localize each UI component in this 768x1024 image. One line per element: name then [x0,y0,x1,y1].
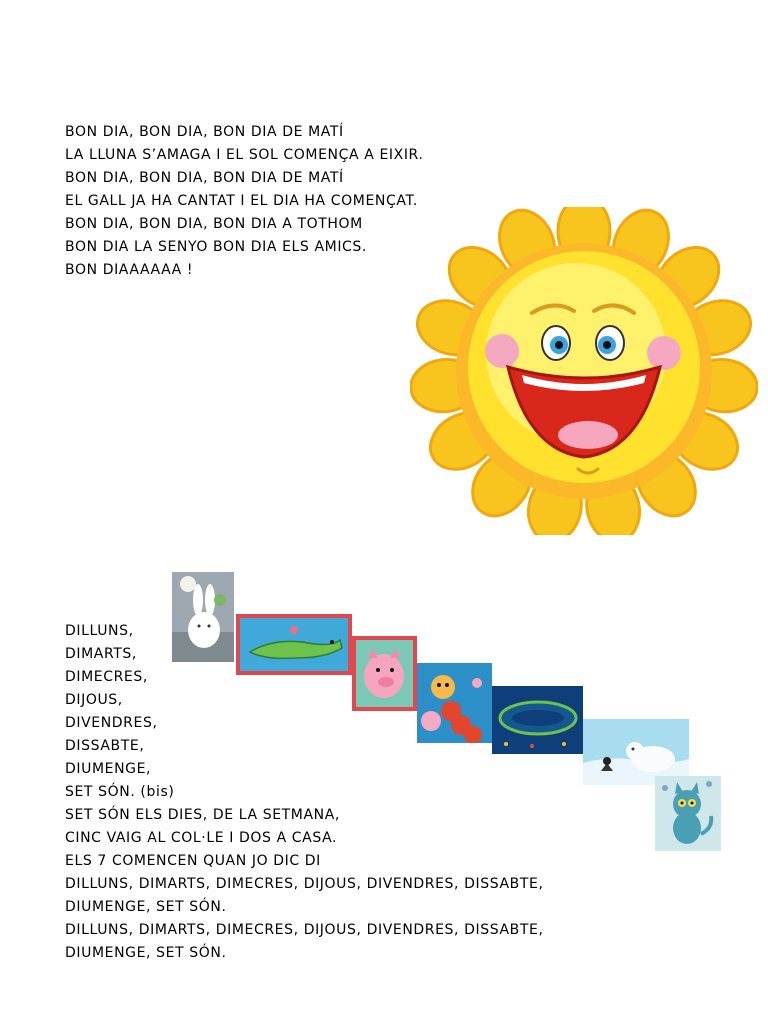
lyric-line: DISSABTE, [65,738,145,754]
lyric-line: DIUMENGE, SET SÓN. [65,945,227,961]
smiling-sun-illustration [410,207,758,535]
lyric-line: DILLUNS, DIMARTS, DIMECRES, DIJOUS, DIVENDRES, DISSABTE, [65,876,544,892]
lyric-line: ELS 7 COMENCEN QUAN JO DIC DI [65,853,321,869]
lyric-line: SET SÓN ELS DIES, DE LA SETMANA, [65,807,340,823]
cat-picture [655,776,721,851]
lyric-line: LA LLUNA S’AMAGA I EL SOL COMENÇA A EIXIR. [65,147,424,163]
lyric-line: DIMECRES, [65,669,148,685]
lyric-line: DIJOUS, [65,692,123,708]
lyric-line: DILLUNS, DIMARTS, DIMECRES, DIJOUS, DIVENDRES, DISSABTE, [65,922,544,938]
lyric-line: BON DIA, BON DIA, BON DIA A TOTHOM [65,216,363,232]
lyric-line: BON DIA, BON DIA, BON DIA DE MATÍ [65,124,344,140]
lyric-line: BON DIAAAAAA ! [65,262,194,278]
weekdays-song-lyrics [65,620,544,965]
morning-song-lyrics [65,121,423,282]
lyric-line: DIUMENGE, SET SÓN. [65,899,227,915]
lyric-line: BON DIA, BON DIA, BON DIA DE MATÍ [65,170,344,186]
lyric-line: DIVENDRES, [65,715,158,731]
lyric-line: BON DIA LA SENYO BON DIA ELS AMICS. [65,239,367,255]
lyric-line: CINC VAIG AL COL·LE I DOS A CASA. [65,830,338,846]
lyric-line: SET SÓN. (bis) [65,784,175,800]
lyric-line: DIMARTS, [65,646,137,662]
lyric-line: DIUMENGE, [65,761,152,777]
lyric-line: DILLUNS, [65,623,134,639]
lyric-line: EL GALL JA HA CANTAT I EL DIA HA COMENÇAT. [65,193,418,209]
